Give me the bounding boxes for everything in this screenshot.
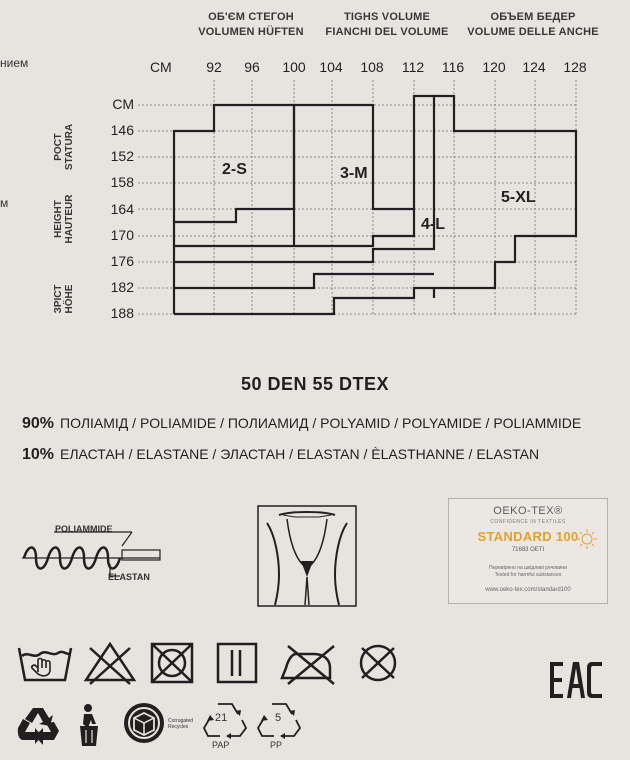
composition-text: ПОЛІАМІД / POLIAMIDE / ПОЛИАМИД / POLYAMID / POLYAMIDE / POLIAMMIDE (60, 415, 582, 431)
size-label-5xl: 5-XL (501, 189, 536, 206)
hip-tick: 100 (282, 59, 306, 75)
fiber-diagram-icon (14, 520, 164, 584)
hip-tick: 112 (401, 59, 425, 75)
hand-wash-icon (19, 648, 71, 680)
height-tick: 170 (110, 227, 134, 243)
hip-tick: 104 (319, 59, 343, 75)
vlabel-line: РОСТ (53, 133, 64, 161)
size-label-4l: 4-L (421, 216, 445, 233)
corrugated-label (168, 718, 193, 730)
corrugated-recycles-icon (122, 700, 168, 746)
oeko-note: Tested for harmful substances (494, 572, 562, 578)
no-iron-icon (282, 646, 334, 684)
pap-number: 21 (215, 712, 228, 724)
hip-tick: 120 (482, 59, 506, 75)
care-symbols (16, 640, 406, 686)
height-tick: 164 (110, 201, 134, 217)
hip-tick: 96 (244, 59, 260, 75)
hip-tick: 116 (441, 59, 465, 75)
tights-silhouette-icon (257, 505, 357, 607)
height-tick: 176 (110, 253, 134, 269)
fiber-bottom-label: ELASTAN (108, 572, 150, 582)
fiber-top-label: POLIAMMIDE (55, 524, 113, 534)
oeko-url: www.oeko-tex.com/standard100 (485, 587, 571, 593)
vlabel-line: STATURA (64, 123, 75, 171)
header-ru-line1: ОБЪЕМ БЕДЕР (490, 11, 576, 23)
composition-row-polyamide (22, 415, 581, 433)
header-en-line1: TIGHS VOLUME (343, 11, 431, 23)
size-4l-lower (174, 274, 434, 288)
recycle-icon (16, 702, 62, 748)
pp-number: 5 (275, 712, 282, 724)
cut-text-top: нием (0, 56, 29, 70)
header-ua-line1: ОБ'ЄМ СТЕГОН (208, 11, 294, 23)
height-axis-unit: СМ (112, 96, 134, 112)
size-label-3m: 3-M (340, 165, 368, 182)
hip-axis-unit: СМ (150, 59, 172, 75)
pap-label: PAP (212, 740, 230, 750)
size-3m-boundary (174, 105, 414, 246)
corrugated-line: Corrugated (168, 718, 194, 724)
header-en-line2: FIANCHI DEL VOLUME (325, 26, 449, 38)
height-tick: 152 (110, 148, 134, 164)
hip-tick: 128 (563, 59, 587, 75)
hip-tick: 108 (360, 59, 384, 75)
no-dry-clean-icon (361, 646, 395, 680)
composition-row-elastane (22, 446, 539, 464)
composition-percent: 10% (22, 446, 55, 463)
hip-tick: 124 (522, 59, 546, 75)
oeko-sun-icon (577, 529, 597, 549)
oeko-note: Перевірено на шкідливі речовини (488, 565, 567, 571)
height-tick: 146 (110, 122, 134, 138)
header-ru-line2: VOLUME DELLE ANCHE (467, 26, 599, 38)
vlabel-line: HAUTEUR (64, 194, 75, 244)
no-tumble-dry-icon (152, 644, 192, 682)
density-label: 50 DEN 55 DTEX (240, 374, 390, 394)
oeko-tex-label (448, 498, 608, 604)
oeko-standard: STANDARD 100 (477, 529, 579, 544)
size-label-2s: 2-S (222, 161, 247, 178)
eac-mark-icon (548, 660, 604, 700)
hip-tick: 92 (206, 59, 222, 75)
oeko-notes (449, 565, 607, 579)
composition-text: ЕЛАСТАН / ELASTANE / ЭЛАСТАН / ELASTAN / ÈLASTHANNE / ELASTAN (60, 446, 540, 462)
no-bleach-icon (86, 644, 134, 684)
height-tick: 182 (110, 279, 134, 295)
corrugated-line: Recycles (168, 724, 189, 730)
oeko-code: 71683 OETI (511, 547, 545, 553)
vlabel-line: ЗРІСТ (53, 284, 64, 314)
line-dry-icon (218, 644, 256, 682)
oeko-title: OEKO-TEX® (493, 505, 563, 517)
cut-text-middle: м (0, 196, 9, 210)
size-chart (0, 0, 630, 340)
oeko-subtitle: CONFIDENCE IN TEXTILES (490, 519, 566, 525)
vlabel-line: HÖHE (64, 284, 75, 314)
header-ua-line2: VOLUMEN HÜFTEN (198, 26, 304, 38)
pp-label: PP (270, 740, 283, 750)
vlabel-line: HEIGHT (53, 200, 64, 238)
composition-percent: 90% (22, 415, 55, 432)
height-tick: 158 (110, 174, 134, 190)
height-tick: 188 (110, 305, 134, 321)
tidy-man-icon (66, 702, 106, 748)
